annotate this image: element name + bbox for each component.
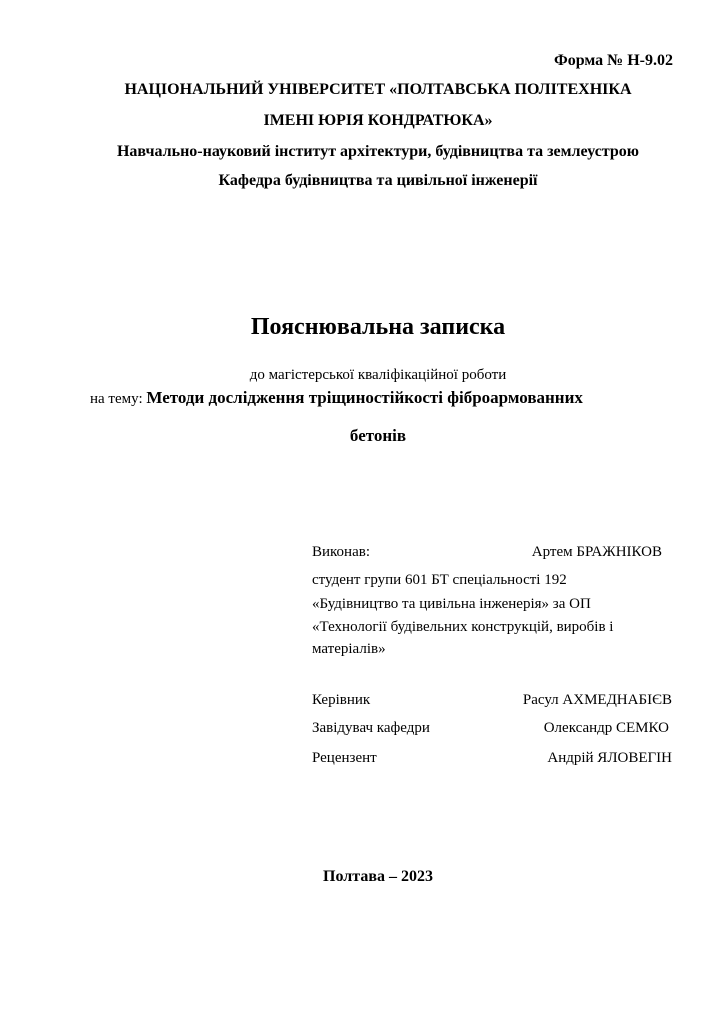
topic-line [90, 388, 583, 408]
university-name-line1: НАЦІОНАЛЬНИЙ УНІВЕРСИТЕТ «ПОЛТАВСЬКА ПОЛІТЕХНІКА [124, 81, 632, 98]
head-label: Завідувач кафедри [312, 720, 430, 736]
performed-label: Виконав: [312, 544, 370, 560]
info-block [312, 544, 672, 774]
city-year: Полтава – 2023 [323, 868, 433, 885]
topic-prefix: на тему: [90, 391, 143, 407]
form-number: Форма № Н-9.02 [553, 52, 673, 69]
performed-name: Артем БРАЖНІКОВ [531, 544, 662, 560]
performed-row [312, 544, 672, 564]
document-subtitle: до магістерської кваліфікаційної роботи [249, 367, 507, 383]
institute-name: Навчально-науковий інститут архітектури, будівництва та землеустрою [116, 143, 640, 160]
supervisor-name: Расул АХМЕДНАБІЄВ [522, 692, 672, 708]
student-line3: «Технології будівельних конструкцій, виробів і [312, 619, 614, 635]
reviewer-row [312, 750, 672, 770]
head-row [312, 720, 672, 740]
department-name: Кафедра будівництва та цивільної інженерії [218, 172, 538, 189]
head-name: Олександр СЕМКО [543, 720, 669, 736]
reviewer-label: Рецензент [312, 750, 377, 766]
reviewer-name: Андрій ЯЛОВЕГІН [547, 750, 672, 766]
student-line1: студент групи 601 БТ спеціальності 192 [312, 572, 567, 588]
document-title: Пояснювальна записка [250, 314, 506, 340]
supervisor-row [312, 692, 672, 712]
student-line2: «Будівництво та цивільна інженерія» за ОП [312, 596, 591, 612]
topic-title-line1: Методи дослідження тріщиностійкості фіброармованних [146, 388, 583, 407]
university-name-line2: ІМЕНІ ЮРІЯ КОНДРАТЮКА» [263, 112, 493, 129]
topic-title-line2: бетонів [349, 426, 407, 445]
supervisor-label: Керівник [312, 692, 371, 708]
student-line4: матеріалів» [312, 641, 386, 657]
